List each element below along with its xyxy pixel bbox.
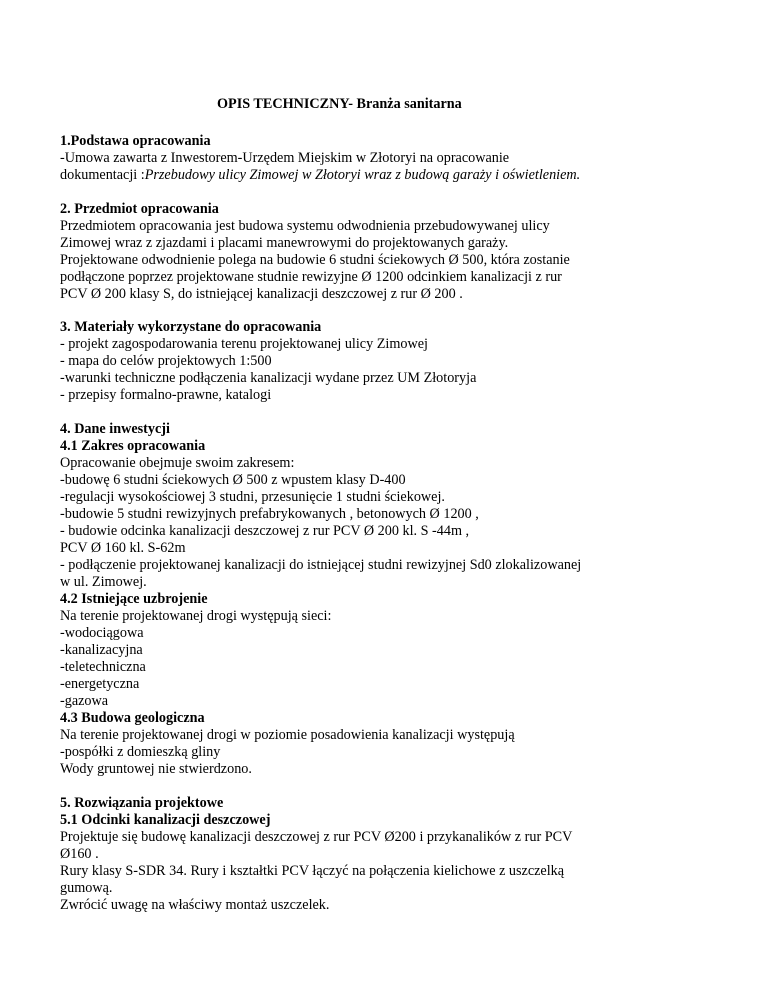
section-4-2-heading: 4.2 Istniejące uzbrojenie <box>60 591 208 607</box>
section-2-line: podłączone poprzez projektowane studnie rewizyjne Ø 1200 odcinkiem kanalizacji z rur <box>60 269 562 285</box>
section-4-3-line: -pospółki z domieszką gliny <box>60 744 221 760</box>
section-4-2-line: -wodociągowa <box>60 625 144 641</box>
section-1-line: -Umowa zawarta z Inwestorem-Urzędem Miejskim w Złotoryi na opracowanie <box>60 150 510 166</box>
section-4-2-line: -energetyczna <box>60 676 140 692</box>
section-4-1-line: -regulacji wysokościowej 3 studni, przesunięcie 1 studni ściekowej. <box>60 489 445 505</box>
section-2-line: Zimowej wraz z zjazdami i placami manewrowymi do projektowanych garaży. <box>60 235 509 251</box>
section-5-1-line: gumową. <box>60 880 113 896</box>
section-3-line: -warunki techniczne podłączenia kanalizacji wydane przez UM Złotoryja <box>60 370 477 386</box>
section-4-3-heading: 4.3 Budowa geologiczna <box>60 710 205 726</box>
section-4-1-line: -budowę 6 studni ściekowych Ø 500 z wpustem klasy D-400 <box>60 472 406 488</box>
section-4-2-line: -kanalizacyjna <box>60 642 143 658</box>
section-4-1-line: -budowie 5 studni rewizyjnych prefabrykowanych , betonowych Ø 1200 , <box>60 506 479 522</box>
section-5-1-line: Zwrócić uwagę na właściwy montaż uszczelek. <box>60 897 330 913</box>
section-5-heading: 5. Rozwiązania projektowe <box>60 795 224 811</box>
section-1-line <box>60 167 580 184</box>
section-2-line: Projektowane odwodnienie polega na budowie 6 studni ściekowych Ø 500, która zostanie <box>60 252 570 268</box>
section-3-line: - mapa do celów projektowych 1:500 <box>60 353 272 369</box>
section-5-1-line: Rury klasy S-SDR 34. Rury i kształtki PCV łączyć na połączenia kielichowe z uszczelką <box>60 863 565 879</box>
section-4-2-line: -gazowa <box>60 693 109 709</box>
section-3-line: - projekt zagospodarowania terenu projektowanej ulicy Zimowej <box>60 336 428 352</box>
section-5-1-line: Ø160 . <box>60 846 99 862</box>
section-4-3-line: Wody gruntowej nie stwierdzono. <box>60 761 252 777</box>
section-4-1-heading: 4.1 Zakres opracowania <box>60 438 206 454</box>
section-3-heading: 3. Materiały wykorzystane do opracowania <box>60 319 322 335</box>
section-1-line-prefix: dokumentacji : <box>60 167 145 183</box>
section-1-heading: 1.Podstawa opracowania <box>60 133 211 149</box>
section-2-line: Przedmiotem opracowania jest budowa systemu odwodnienia przebudowywanej ulicy <box>60 218 550 234</box>
section-1-line-italic: Przebudowy ulicy Zimowej w Złotoryi wraz z budową garaży i oświetleniem. <box>144 167 581 183</box>
section-4-1-line: w ul. Zimowej. <box>60 574 147 590</box>
section-5-1-heading: 5.1 Odcinki kanalizacji deszczowej <box>60 812 271 828</box>
section-4-1-line: - budowie odcinka kanalizacji deszczowej z rur PCV Ø 200 kl. S -44m , <box>60 523 470 539</box>
section-4-heading: 4. Dane inwestycji <box>60 421 170 437</box>
section-4-2-line: Na terenie projektowanej drogi występują sieci: <box>60 608 332 624</box>
section-2-line: PCV Ø 200 klasy S, do istniejącej kanalizacji deszczowej z rur Ø 200 . <box>60 286 463 302</box>
section-3-line: - przepisy formalno-prawne, katalogi <box>60 387 272 403</box>
section-4-2-line: -teletechniczna <box>60 659 146 675</box>
section-4-1-line: PCV Ø 160 kl. S-62m <box>60 540 186 556</box>
document-title: OPIS TECHNICZNY- Branża sanitarna <box>217 96 462 112</box>
section-4-1-line: - podłączenie projektowanej kanalizacji do istniejącej studni rewizyjnej Sd0 zlokalizowanej <box>60 557 582 573</box>
section-2-heading: 2. Przedmiot opracowania <box>60 201 219 217</box>
section-4-1-line: Opracowanie obejmuje swoim zakresem: <box>60 455 295 471</box>
section-5-1-line: Projektuje się budowę kanalizacji deszczowej z rur PCV Ø200 i przykanalików z rur PCV <box>60 829 573 845</box>
section-4-3-line: Na terenie projektowanej drogi w poziomie posadowienia kanalizacji występują <box>60 727 515 743</box>
